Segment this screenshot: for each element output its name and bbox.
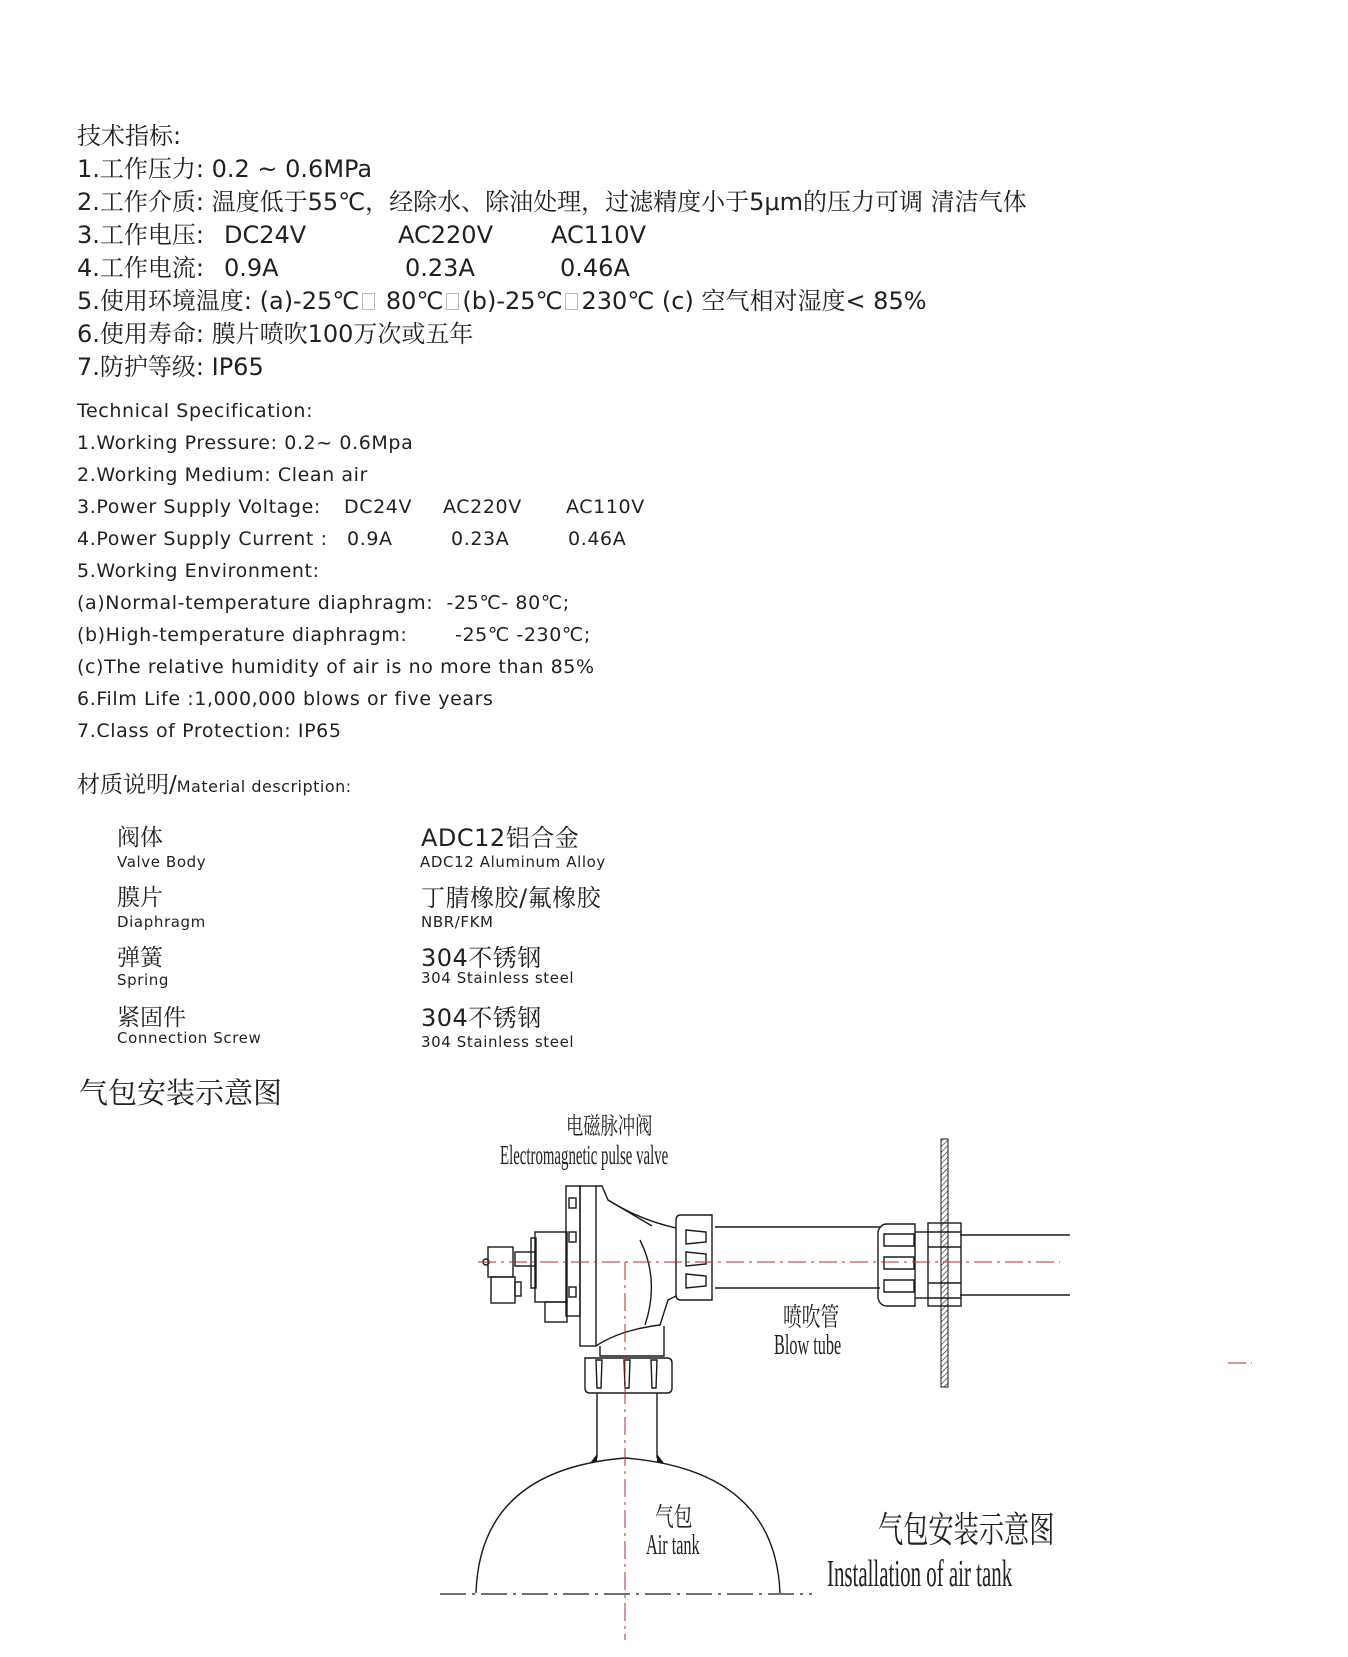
spec-en-humidity: (c)The relative humidity of air is no more than 85%: [77, 656, 595, 678]
material-part-en: Connection Screw: [117, 1029, 262, 1047]
spec-value: IP65: [211, 353, 264, 381]
materials-heading-en: Material description:: [176, 777, 352, 796]
spec-value: 0.23A: [405, 254, 475, 282]
spec-value: 80℃: [385, 287, 444, 315]
spec-label: 1.工作压力:: [77, 155, 204, 183]
spec-value: AC220V: [443, 496, 522, 518]
materials-heading-cn: 材质说明/: [77, 772, 177, 798]
spec-en-pressure: 1.Working Pressure: 0.2~ 0.6Mpa: [77, 432, 414, 454]
valve-label-cn: 电磁脉冲阀: [566, 1114, 653, 1140]
blow-tube-label-en: Blow tube: [774, 1330, 842, 1361]
spec-value: 0.23A: [451, 528, 510, 550]
material-value-cn: 丁腈橡胶/氟橡胶: [421, 884, 602, 912]
spec-label: 2.工作介质:: [77, 188, 204, 216]
material-value-cn: 304不锈钢: [421, 944, 542, 972]
spec-value: (b)-25℃: [462, 287, 563, 315]
spec-value: 膜片喷吹100万次或五年: [211, 320, 474, 348]
spec-value: (a)-25℃: [259, 287, 360, 315]
spec-en-normal-temp: (a)Normal-temperature diaphragm: -25℃- 80℃;: [77, 592, 570, 614]
solenoid-housing: [535, 1232, 567, 1302]
spec-value: 230℃: [581, 287, 655, 315]
blow-tube-label-cn: 喷吹管: [783, 1303, 840, 1332]
spec-label: 7.防护等级:: [77, 353, 204, 381]
spec-en-protection: 7.Class of Protection: IP65: [77, 720, 342, 742]
diagram-section-title: 气包安装示意图: [79, 1076, 283, 1110]
material-part-cn: 弹簧: [117, 945, 163, 971]
spec-label: 3.工作电压:: [77, 221, 204, 249]
material-value-en: NBR/FKM: [421, 913, 494, 931]
spec-value: 0.46A: [568, 528, 627, 550]
spec-en-current-label: 4.Power Supply Current :: [77, 528, 328, 550]
valve-label-en: Electromagnetic pulse valve: [500, 1140, 669, 1170]
spec-value: AC110V: [551, 221, 646, 249]
spec-label: 6.使用寿命:: [77, 320, 204, 348]
spec-value: (c) 空气相对湿度< 85%: [661, 287, 927, 315]
specs-cn-heading: 技术指标:: [77, 122, 182, 150]
spec-value: 0.9A: [224, 254, 279, 282]
spec-value: DC24V: [344, 496, 413, 518]
spec-value: 0.9A: [347, 528, 393, 550]
material-part-en: Diaphragm: [117, 913, 206, 931]
wall-plate: [941, 1139, 948, 1387]
diagram-caption-en: Installation of air tank: [827, 1553, 1013, 1595]
material-part-en: Valve Body: [117, 853, 207, 871]
spec-en-voltage-label: 3.Power Supply Voltage:: [77, 496, 321, 518]
spec-en-film-life: 6.Film Life :1,000,000 blows or five years: [77, 688, 494, 710]
material-value-en: 304 Stainless steel: [421, 969, 575, 987]
air-tank-label-en: Air tank: [646, 1530, 700, 1561]
spec-value: AC110V: [566, 496, 645, 518]
valve-body-outline: [596, 1186, 676, 1228]
spec-value: 0.2 ~ 0.6MPa: [211, 155, 373, 183]
material-part-en: Spring: [117, 971, 170, 989]
spec-label: 4.工作电流:: [77, 254, 204, 282]
spec-value: DC24V: [224, 221, 307, 249]
material-part-cn: 紧固件: [117, 1005, 186, 1031]
specs-en-heading: Technical Specification:: [77, 400, 314, 422]
air-tank-dome: [476, 1458, 780, 1593]
material-value-cn: 304不锈钢: [421, 1004, 542, 1032]
spec-en-high-temp-label: (b)High-temperature diaphragm:: [77, 624, 408, 646]
diagram-caption-cn: 气包安装示意图: [878, 1510, 1055, 1550]
material-part-cn: 阀体: [117, 825, 163, 851]
material-part-cn: 膜片: [117, 885, 163, 911]
spec-en-medium: 2.Working Medium: Clean air: [77, 464, 368, 486]
spec-label: 5.使用环境温度:: [77, 287, 252, 315]
air-tank-label-cn: 气包: [655, 1503, 693, 1532]
material-value-en: ADC12 Aluminum Alloy: [420, 853, 606, 871]
spec-value: -25℃ -230℃;: [455, 624, 591, 646]
spec-en-environment: 5.Working Environment:: [77, 560, 320, 582]
spec-value: 0.46A: [560, 254, 630, 282]
material-value-en: 304 Stainless steel: [421, 1033, 575, 1051]
material-value-cn: ADC12铝合金: [421, 824, 580, 852]
spec-value: 温度低于55℃，经除水、除油处理，过滤精度小于5μm的压力可调 清洁气体: [211, 188, 1027, 216]
spec-value: AC220V: [398, 221, 493, 249]
